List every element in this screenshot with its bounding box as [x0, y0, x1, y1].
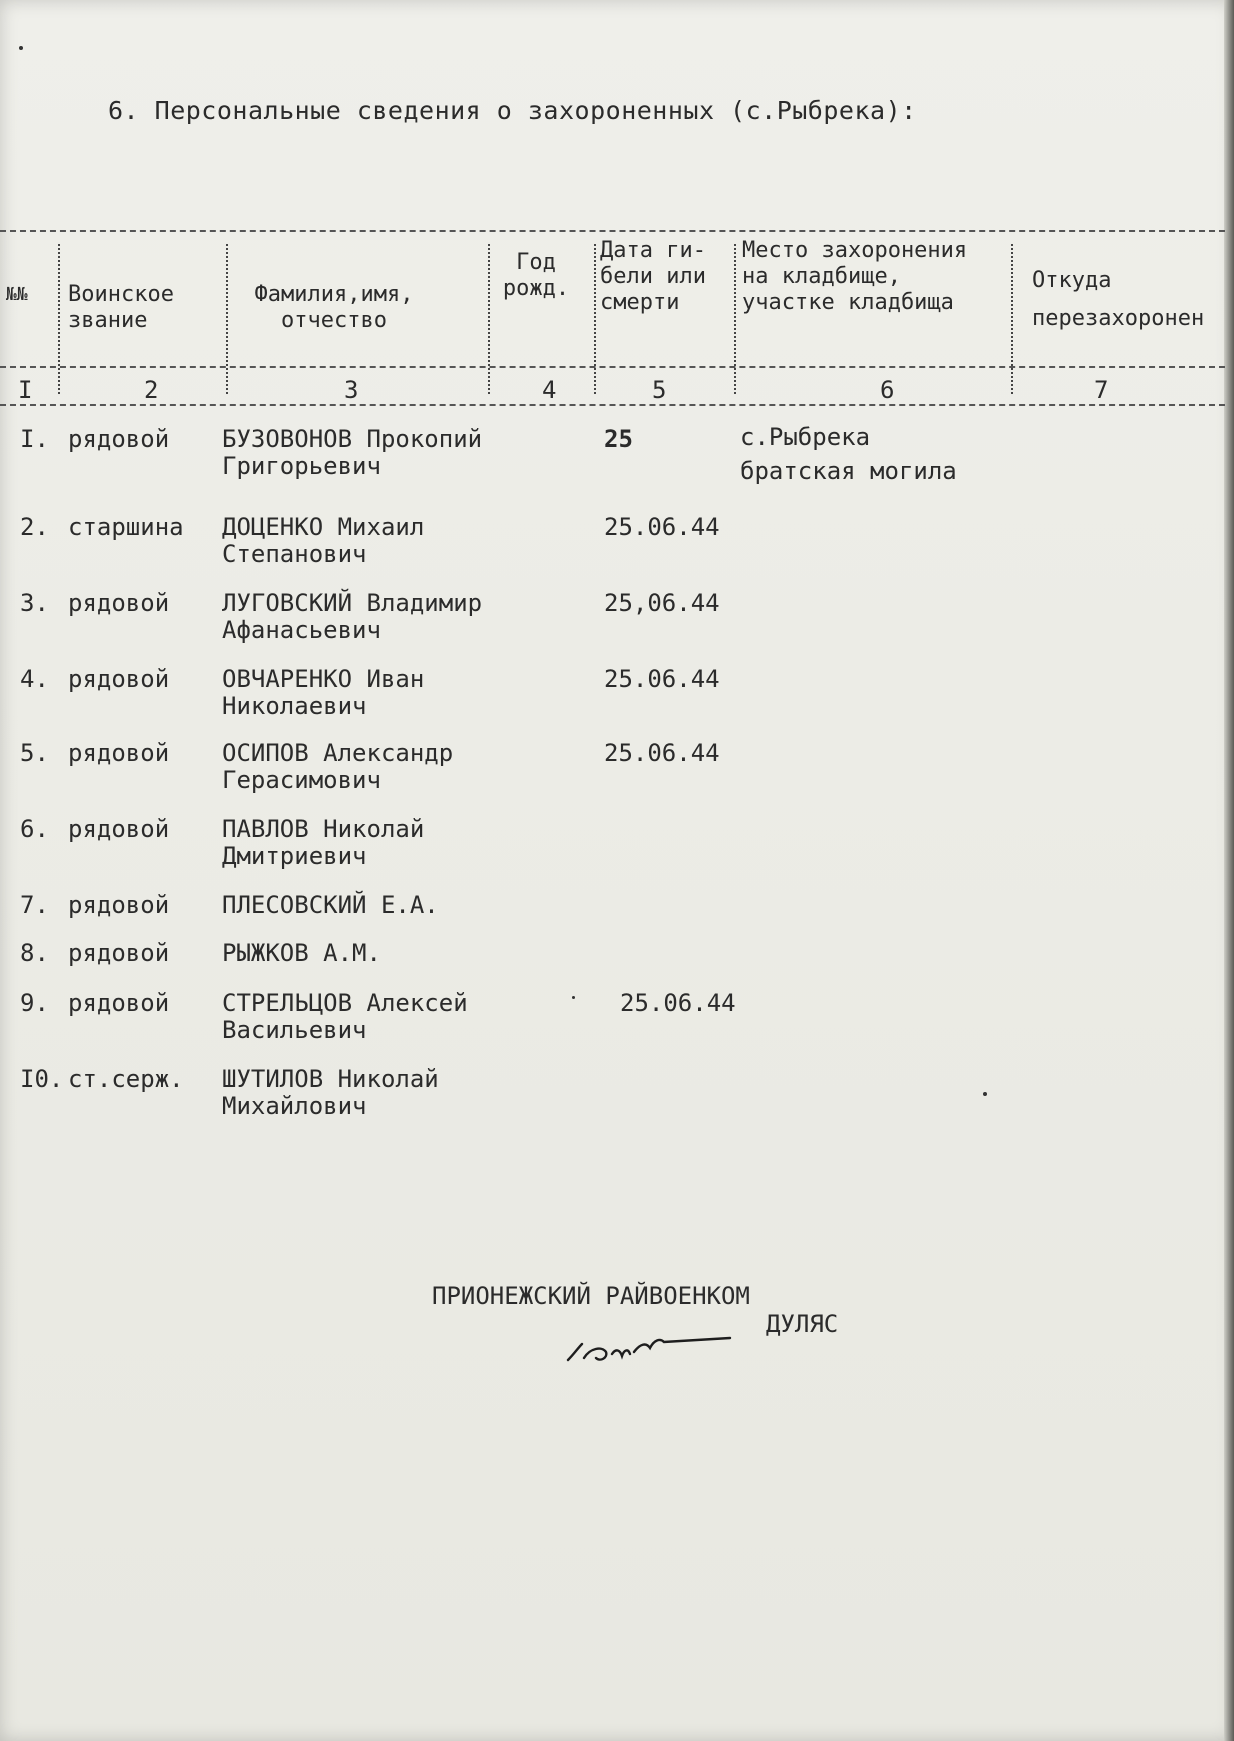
signer-name: ДУЛЯС [766, 1310, 839, 1338]
row-name-line1: БУЗОВОНОВ Прокопий [222, 425, 483, 453]
row-number: 8. [20, 939, 49, 967]
row-name-line1: ШУТИЛОВ Николай [222, 1065, 439, 1093]
row-rank: рядовой [68, 589, 170, 617]
row-name-line2: Герасимович [222, 766, 381, 794]
table-top-rule [0, 230, 1225, 232]
row-rank: рядовой [68, 939, 170, 967]
section-heading: 6. Персональные сведения о захороненных (с.Рыбрека): [108, 96, 917, 125]
row-number: 7. [20, 891, 49, 919]
column-number: 7 [1094, 376, 1109, 404]
row-name-line1: ОСИПОВ Александр [222, 739, 454, 767]
row-number: I0. [20, 1065, 64, 1093]
row-death-date: 25.06.44 [620, 989, 736, 1017]
column-header-rank: Воинское звание [68, 282, 174, 333]
row-name-line1: ПАВЛОВ Николай [222, 815, 425, 843]
column-separator [488, 244, 490, 394]
ink-speck [572, 996, 575, 999]
row-name-line2: Степанович [222, 540, 367, 568]
row-name-line1: ЛУГОВСКИЙ Владимир [222, 589, 483, 617]
burial-place: с.Рыбрека братская могила [740, 423, 957, 485]
row-number: I. [20, 425, 49, 453]
row-name-line2: Васильевич [222, 1016, 367, 1044]
row-number: 9. [20, 989, 49, 1017]
row-name-line2: Николаевич [222, 692, 367, 720]
row-rank: старшина [68, 513, 184, 541]
ink-speck [983, 1092, 987, 1096]
column-separator [1011, 244, 1013, 394]
row-rank: рядовой [68, 989, 170, 1017]
row-name-line2: Михайлович [222, 1092, 367, 1120]
row-rank: рядовой [68, 425, 170, 453]
column-header-birth-year: Год рожд. [502, 250, 570, 301]
row-death-date: 25.06.44 [604, 739, 720, 767]
column-separator [58, 244, 60, 394]
row-death-date: 25.06.44 [604, 513, 720, 541]
column-number: 3 [344, 376, 359, 404]
row-number: 4. [20, 665, 49, 693]
row-rank: рядовой [68, 665, 170, 693]
table-header-rule [0, 366, 1225, 368]
column-header-reburied-from: Откуда перезахоронен [1032, 268, 1205, 331]
page-edge-shadow [1224, 0, 1234, 1741]
row-rank: ст.серж. [68, 1065, 184, 1093]
row-name-line2: Афанасьевич [222, 616, 381, 644]
row-name-line1: РЫЖКОВ А.М. [222, 939, 381, 967]
column-number: 4 [542, 376, 557, 404]
row-name-line2: Григорьевич [222, 452, 381, 480]
row-death-date: 25.06.44 [604, 665, 720, 693]
organization-name: ПРИОНЕЖСКИЙ РАЙВОЕНКОМ [432, 1282, 750, 1310]
column-header-name: Фамилия,имя, отчество [254, 282, 414, 333]
row-name-line1: ОВЧАРЕНКО Иван [222, 665, 425, 693]
row-number: 5. [20, 739, 49, 767]
row-rank: рядовой [68, 815, 170, 843]
row-rank: рядовой [68, 739, 170, 767]
column-separator [734, 244, 736, 394]
row-death-date: 25 [604, 425, 633, 453]
row-name-line1: ПЛЕСОВСКИЙ Е.А. [222, 891, 439, 919]
column-separator [594, 244, 596, 394]
row-number: 3. [20, 589, 49, 617]
column-number: 6 [880, 376, 895, 404]
row-name-line1: ДОЦЕНКО Михаил [222, 513, 425, 541]
row-rank: рядовой [68, 891, 170, 919]
column-number: 2 [144, 376, 159, 404]
column-header-burial-place: Место захоронения на кладбище, участке кладбища [742, 238, 968, 315]
column-number: I [18, 376, 33, 404]
handwritten-signature [560, 1318, 740, 1368]
column-header-death-date: Дата ги- бели или смерти [600, 238, 706, 315]
column-number: 5 [652, 376, 667, 404]
row-number: 6. [20, 815, 49, 843]
row-death-date: 25,06.44 [604, 589, 720, 617]
row-name-line1: СТРЕЛЬЦОВ Алексей [222, 989, 468, 1017]
table-numbers-rule [0, 404, 1225, 406]
row-number: 2. [20, 513, 49, 541]
row-name-line2: Дмитриевич [222, 842, 367, 870]
column-header-number: №№ [6, 284, 28, 305]
ink-speck [19, 46, 23, 50]
column-separator [226, 244, 228, 394]
